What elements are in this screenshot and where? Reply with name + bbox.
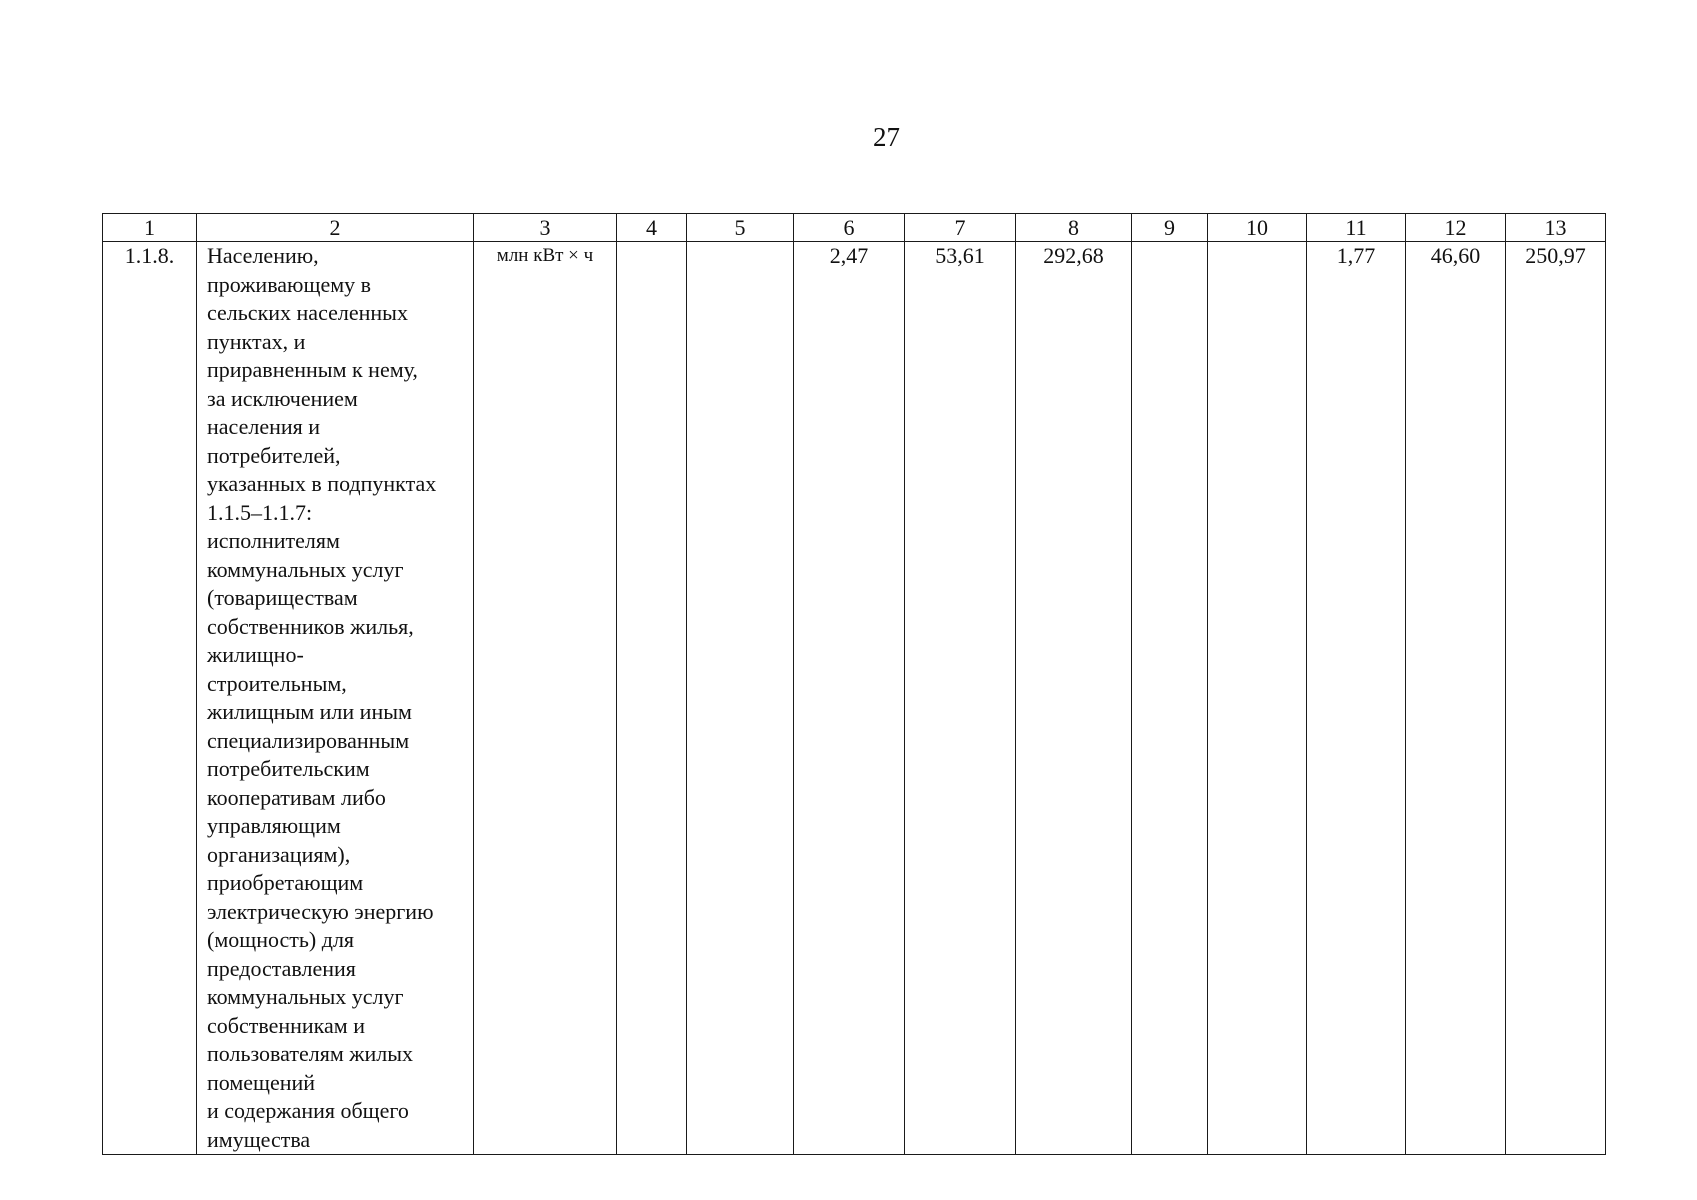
description-line: пунктах, и <box>207 328 306 354</box>
description-line: указанных в подпунктах <box>207 471 437 496</box>
description-line: Населению, <box>207 243 319 268</box>
description-line: управляющим <box>207 813 341 838</box>
description-line: за исключением <box>207 385 358 411</box>
header-cell-12: 12 <box>1406 214 1506 242</box>
row-number-cell: 1.1.8. <box>103 242 197 1155</box>
description-line: жилищно- <box>207 642 304 667</box>
header-cell-3: 3 <box>474 214 617 242</box>
value-cell-4 <box>617 242 687 1155</box>
description-line: помещений <box>207 1069 316 1095</box>
description-line: специализированным <box>207 727 410 753</box>
description-line: потребителей, <box>207 442 341 468</box>
table-header-row <box>103 214 1606 242</box>
description-line: сельских населенных <box>207 300 408 325</box>
description-line: строительным, <box>207 670 347 696</box>
value-cell-7: 53,61 <box>905 242 1016 1155</box>
description-line: электрическую энергию <box>207 898 434 924</box>
description-line: приобретающим <box>207 870 364 895</box>
header-cell-5: 5 <box>687 214 794 242</box>
description-line: собственникам и <box>207 1012 365 1038</box>
value-cell-9 <box>1132 242 1208 1155</box>
description-line: организациям), <box>207 841 351 867</box>
description-line: исполнителям <box>207 528 340 553</box>
header-cell-10: 10 <box>1208 214 1307 242</box>
header-cell-2: 2 <box>197 214 474 242</box>
table-row <box>103 242 1606 1155</box>
description-line: предоставления <box>207 955 356 981</box>
value-cell-8: 292,68 <box>1016 242 1132 1155</box>
description-line: 1.1.5–1.1.7: <box>207 499 313 525</box>
description-cell <box>197 242 474 1155</box>
description-line: кооперативам либо <box>207 784 386 810</box>
description-line: жилищным или иным <box>207 699 412 724</box>
description-line: и содержания общего <box>207 1098 409 1123</box>
description-line: коммунальных услуг <box>207 984 404 1009</box>
value-cell-6: 2,47 <box>794 242 905 1155</box>
description-line: собственников жилья, <box>207 613 414 639</box>
header-cell-1: 1 <box>103 214 197 242</box>
description-line: проживающему в <box>207 271 372 297</box>
description-line: населения и <box>207 414 321 439</box>
header-cell-13: 13 <box>1506 214 1606 242</box>
description-line: имущества <box>207 1126 311 1152</box>
unit-cell: млн кВт × ч <box>474 242 617 1155</box>
value-cell-5 <box>687 242 794 1155</box>
description-line: (мощность) для <box>207 927 355 952</box>
value-cell-13: 250,97 <box>1506 242 1606 1155</box>
value-cell-11: 1,77 <box>1307 242 1406 1155</box>
header-cell-11: 11 <box>1307 214 1406 242</box>
header-cell-6: 6 <box>794 214 905 242</box>
value-cell-12: 46,60 <box>1406 242 1506 1155</box>
header-cell-4: 4 <box>617 214 687 242</box>
header-cell-7: 7 <box>905 214 1016 242</box>
description-line: (товариществам <box>207 585 358 610</box>
header-cell-8: 8 <box>1016 214 1132 242</box>
description-line: потребительским <box>207 756 370 781</box>
value-cell-10 <box>1208 242 1307 1155</box>
description-line: пользователям жилых <box>207 1041 413 1066</box>
page-number: 27 <box>873 122 900 152</box>
description-line: приравненным к нему, <box>207 357 418 382</box>
description-line: коммунальных услуг <box>207 556 404 582</box>
header-cell-9: 9 <box>1132 214 1208 242</box>
data-table <box>102 213 1606 1155</box>
